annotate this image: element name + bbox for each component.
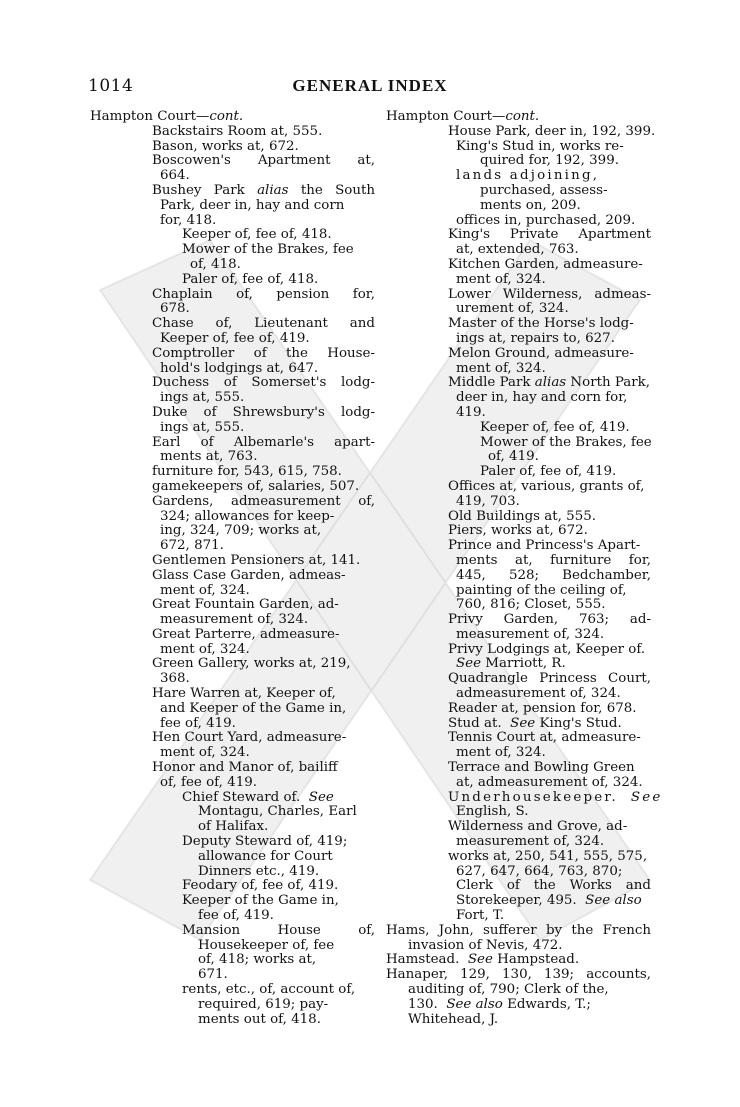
index-line: Clerk of the Works and	[456, 878, 651, 894]
index-line: Great Fountain Garden, ad-	[152, 597, 339, 613]
index-line: rents, etc., of, account of,	[182, 982, 356, 998]
index-line: 672, 871.	[160, 538, 224, 554]
index-line: ment of, 324.	[160, 641, 250, 657]
index-line: at, extended, 763.	[456, 242, 579, 258]
index-line: ing, 324, 709; works at,	[160, 523, 322, 539]
index-line: fee of, 419.	[198, 908, 274, 924]
index-line: and Keeper of the Game in,	[160, 700, 347, 716]
index-line: of, 418; works at,	[198, 952, 317, 968]
index-line: Fort, T.	[456, 908, 505, 924]
index-line: Comptroller of the House-	[152, 345, 375, 361]
index-line: ments on, 209.	[480, 197, 581, 213]
index-line: Keeper of, fee of, 419.	[160, 330, 310, 346]
index-line: 324; allowances for keep-	[160, 508, 335, 524]
index-line: 445, 528; Bedchamber,	[456, 567, 651, 583]
index-line: Master of the Horse's lodg-	[448, 316, 634, 332]
page-title: GENERAL INDEX	[292, 76, 448, 95]
index-line: ment of, 324.	[456, 271, 546, 287]
index-line: ments at, 763.	[160, 449, 258, 465]
index-line: fee of, 419.	[160, 715, 236, 731]
index-line: Keeper of, fee of, 418.	[182, 227, 332, 243]
index-line: Prince and Princess's Apart-	[448, 538, 641, 554]
index-line: Backstairs Room at, 555.	[152, 123, 323, 139]
index-line: of Halifax.	[198, 819, 269, 835]
index-line: See Marriott, R.	[456, 656, 566, 672]
index-line: Chase of, Lieutenant and	[152, 316, 375, 332]
index-line: Paler of, fee of, 418.	[182, 271, 319, 287]
index-line: at, admeasurement of, 324.	[456, 774, 643, 790]
index-line: Keeper of, fee of, 419.	[480, 419, 630, 435]
index-line: Privy Lodgings at, Keeper of.	[448, 641, 646, 657]
index-line: measurement of, 324.	[456, 626, 605, 642]
index-line: Tennis Court at, admeasure-	[448, 730, 641, 746]
index-line: Hampton Court—cont.	[90, 109, 244, 124]
index-line: Underhousekeeper. See	[448, 789, 663, 805]
index-line: Housekeeper of, fee	[198, 937, 335, 953]
index-line: ings at, repairs to, 627.	[456, 330, 615, 346]
index-line: Storekeeper, 495. See also	[456, 893, 642, 909]
index-line: quired for, 192, 399.	[480, 153, 619, 169]
index-line: furniture for, 543, 615, 758.	[152, 464, 342, 480]
index-line: Melon Ground, admeasure-	[448, 345, 634, 361]
index-line: Mansion House of,	[182, 922, 375, 938]
index-line: Old Buildings at, 555.	[448, 508, 596, 524]
index-line: Stud at. See King's Stud.	[448, 715, 622, 731]
index-line: offices in, purchased, 209.	[456, 212, 636, 228]
right-column	[386, 109, 663, 1027]
index-line: Whitehead, J.	[408, 1011, 499, 1027]
index-line: Privy Garden, 763; ad-	[448, 612, 651, 628]
index-line: gamekeepers of, salaries, 507.	[152, 478, 360, 494]
index-line: 671.	[198, 967, 228, 983]
index-line: ings at, 555.	[160, 419, 245, 435]
index-line: urement of, 324.	[456, 301, 569, 317]
index-line: 760, 816; Closet, 555.	[456, 597, 606, 613]
index-line: Hampton Court—cont.	[386, 109, 540, 124]
index-line: King's Private Apartment	[448, 227, 651, 243]
index-line: Reader at, pension for, 678.	[448, 700, 637, 716]
index-line: Paler of, fee of, 419.	[480, 464, 617, 480]
index-line: Hen Court Yard, admeasure-	[152, 730, 347, 746]
index-line: Glass Case Garden, admeas-	[152, 567, 346, 583]
index-line: ment of, 324.	[456, 360, 546, 376]
index-line: ments out of, 418.	[198, 1011, 321, 1027]
index-line: 678.	[160, 301, 190, 317]
index-line: Lower Wilderness, admeas-	[448, 286, 651, 302]
index-line: of, fee of, 419.	[160, 774, 257, 790]
index-line: of, 419.	[488, 449, 539, 465]
index-line: ment of, 324.	[160, 582, 250, 598]
index-line: Bushey Park alias the South	[152, 182, 375, 198]
index-line: allowance for Court	[198, 848, 333, 864]
index-line: Hamstead. See Hampstead.	[386, 952, 580, 968]
index-line: ings at, 555.	[160, 390, 245, 406]
index-line: English, S.	[456, 804, 529, 820]
index-line: Boscowen's Apartment at,	[152, 153, 375, 169]
index-line: 419, 703.	[456, 493, 520, 509]
index-line: Montagu, Charles, Earl	[198, 804, 357, 820]
index-line: 368.	[160, 671, 190, 687]
index-line: Duchess of Somerset's lodg-	[152, 375, 375, 391]
index-line: Great Parterre, admeasure-	[152, 626, 340, 642]
index-line: 664.	[160, 168, 190, 184]
index-line: auditing of, 790; Clerk of the,	[408, 982, 609, 998]
index-line: House Park, deer in, 192, 399.	[448, 123, 656, 139]
index-line: invasion of Nevis, 472.	[408, 937, 563, 953]
index-line: Deputy Steward of, 419;	[182, 834, 348, 850]
index-line: Terrace and Bowling Green	[448, 760, 635, 776]
index-line: Wilderness and Grove, ad-	[448, 819, 628, 835]
index-line: Piers, works at, 672.	[448, 523, 588, 539]
index-line: Dinners etc., 419.	[198, 863, 320, 879]
index-line: measurement of, 324.	[456, 834, 605, 850]
index-line: Duke of Shrewsbury's lodg-	[152, 404, 375, 420]
index-line: Hams, John, sufferer by the French	[386, 922, 651, 938]
index-line: ments at, furniture for,	[456, 552, 651, 568]
index-line: Mower of the Brakes, fee	[480, 434, 652, 450]
index-line: Gentlemen Pensioners at, 141.	[152, 552, 361, 568]
index-line: Park, deer in, hay and corn	[160, 197, 345, 213]
index-line: Chaplain of, pension for,	[152, 286, 375, 302]
index-line: painting of the ceiling of,	[456, 582, 627, 598]
index-line: required, 619; pay-	[198, 996, 329, 1012]
index-line: Middle Park alias North Park,	[448, 375, 651, 391]
index-line: Offices at, various, grants of,	[448, 478, 645, 494]
index-line: 130. See also Edwards, T.;	[408, 996, 591, 1012]
index-line: works at, 250, 541, 555, 575,	[448, 848, 648, 864]
index-line: Gardens, admeasurement of,	[152, 493, 375, 509]
index-line: Hanaper, 129, 130, 139; accounts,	[386, 967, 651, 983]
index-line: for, 418.	[160, 212, 217, 228]
index-line: ment of, 324.	[456, 745, 546, 761]
index-line: Hare Warren at, Keeper of,	[152, 686, 336, 702]
index-line: Green Gallery, works at, 219,	[152, 656, 351, 672]
index-line: 419.	[456, 404, 486, 420]
index-line: King's Stud in, works re-	[456, 138, 624, 154]
index-line: Kitchen Garden, admeasure-	[448, 256, 643, 272]
index-line: Honor and Manor of, bailiff	[152, 760, 338, 776]
index-line: Feodary of, fee of, 419.	[182, 878, 339, 894]
index-line: Bason, works at, 672.	[152, 138, 299, 154]
index-line: lands adjoining,	[456, 168, 600, 184]
page-number: 1014	[88, 76, 134, 96]
index-line: admeasurement of, 324.	[456, 686, 621, 702]
index-line: purchased, assess-	[480, 182, 608, 198]
index-line: Chief Steward of. See	[182, 789, 334, 805]
index-line: Quadrangle Princess Court,	[448, 671, 651, 687]
index-line: hold's lodgings at, 647.	[160, 360, 319, 376]
index-line: 627, 647, 664, 763, 870;	[456, 863, 623, 879]
index-line: Earl of Albemarle's apart-	[152, 434, 375, 450]
index-line: Keeper of the Game in,	[182, 893, 339, 909]
index-line: ment of, 324.	[160, 745, 250, 761]
index-line: of, 418.	[190, 256, 241, 272]
left-column	[90, 110, 375, 1027]
index-line: Mower of the Brakes, fee	[182, 242, 354, 258]
index-line: deer in, hay and corn for,	[456, 390, 628, 406]
index-line: measurement of, 324.	[160, 612, 309, 628]
